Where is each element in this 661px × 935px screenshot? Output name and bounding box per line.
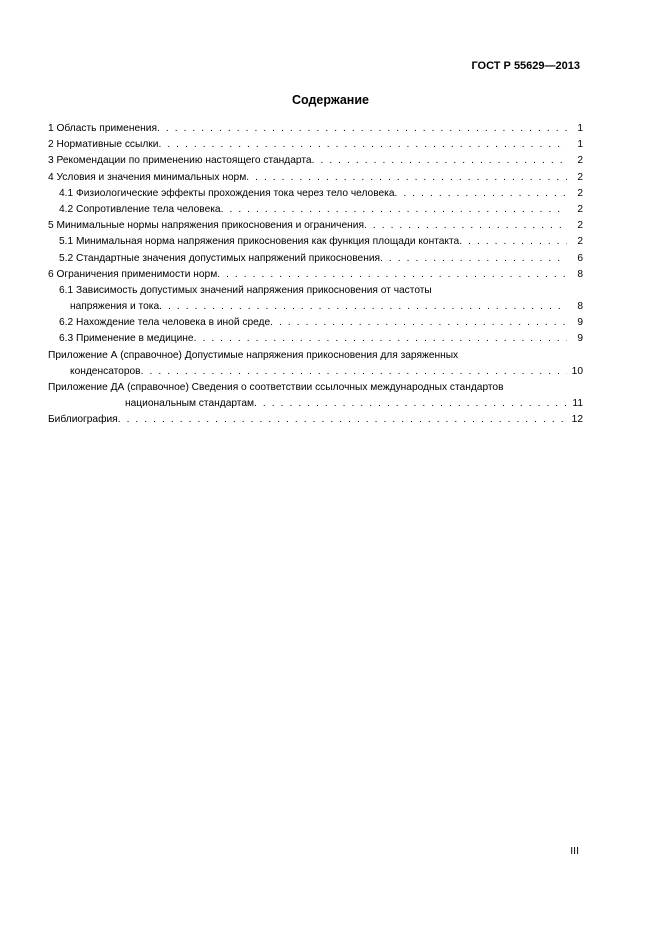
toc-entry-annex-a-cont[interactable] [48, 364, 583, 380]
toc-page: 1 [577, 139, 583, 151]
toc-page: 2 [577, 155, 583, 167]
toc-label: Приложение ДА (справочное) Сведения о соответствии ссылочных международных стандартов [48, 382, 504, 393]
leader-dots [158, 137, 567, 153]
toc-label: 6.3 Применение в медицине [59, 333, 194, 345]
toc-entry-6-2[interactable] [48, 315, 583, 331]
toc-entry-5[interactable] [48, 218, 583, 234]
toc-entry-3[interactable] [48, 153, 583, 169]
toc-entry-6[interactable] [48, 267, 583, 283]
toc-entry-4-1[interactable] [48, 186, 583, 202]
toc-label: напряжения и тока [70, 301, 160, 313]
leader-dots [312, 153, 567, 169]
toc-entry-1[interactable] [48, 121, 583, 137]
toc-label: 5.1 Минимальная норма напряжения прикосновения как функция площади контакта [59, 236, 460, 248]
toc-page: 2 [577, 203, 583, 215]
leader-dots [217, 267, 567, 283]
toc-label: 6 Ограничения применимости норм [48, 268, 218, 280]
toc-entry-bibliography[interactable] [48, 412, 583, 428]
toc-page: 9 [577, 333, 583, 345]
toc-entry-2[interactable] [48, 137, 583, 153]
toc-label: 4.1 Физиологические эффекты прохождения тока через тело человека [59, 187, 395, 199]
page-number: III [570, 845, 579, 857]
leader-dots [118, 412, 567, 428]
toc-entry-5-2[interactable] [48, 251, 583, 267]
leader-dots [459, 234, 567, 250]
toc-entry-annex-da[interactable] [48, 380, 583, 396]
toc-page: 12 [571, 414, 583, 426]
leader-dots [254, 396, 567, 412]
toc-label: Приложение А (справочное) Допустимые напряжения прикосновения для заряженных [48, 349, 459, 361]
toc-label: 1 Область применения [48, 123, 157, 134]
document-number: ГОСТ Р 55629—2013 [471, 60, 580, 72]
toc-label: 4.2 Сопротивление тела человека [59, 203, 221, 215]
toc-page: 10 [571, 365, 583, 377]
toc-label: конденсаторов [70, 365, 141, 377]
toc-page: 8 [577, 268, 583, 280]
leader-dots [246, 170, 567, 186]
leader-dots [380, 251, 567, 267]
leader-dots [221, 202, 567, 218]
leader-dots [159, 299, 567, 315]
toc-entry-annex-a[interactable] [48, 348, 583, 364]
toc-label: 4 Условия и значения минимальных норм [48, 171, 247, 183]
leader-dots [270, 315, 567, 331]
table-of-contents [48, 121, 583, 429]
toc-page: 2 [577, 171, 583, 183]
toc-page: 2 [577, 187, 583, 199]
toc-page: 6 [577, 252, 583, 264]
leader-dots [141, 364, 567, 380]
toc-label: Библиография [48, 414, 118, 426]
toc-label: 5.2 Стандартные значения допустимых напряжений прикосновения [59, 252, 381, 264]
toc-entry-6-1[interactable] [48, 283, 583, 299]
toc-label: национальным стандартам [125, 398, 255, 410]
toc-label: 3 Рекомендации по применению настоящего стандарта [48, 155, 312, 167]
toc-page: 1 [577, 123, 583, 134]
toc-label: 6.2 Нахождение тела человека в иной среде [59, 317, 271, 329]
toc-entry-4[interactable] [48, 170, 583, 186]
toc-entry-6-1-cont[interactable] [48, 299, 583, 315]
toc-page: 11 [572, 398, 583, 410]
page-title: Содержание [291, 93, 369, 107]
leader-dots [364, 218, 567, 234]
toc-page: 8 [577, 301, 583, 313]
toc-label: 5 Минимальные нормы напряжения прикосновения и ограничения [48, 220, 364, 232]
toc-page: 2 [577, 236, 583, 248]
toc-entry-4-2[interactable] [48, 202, 583, 218]
toc-page: 2 [577, 220, 583, 232]
toc-page: 9 [577, 317, 583, 329]
toc-label: 6.1 Зависимость допустимых значений напряжения прикосновения от частоты [59, 284, 432, 296]
toc-entry-6-3[interactable] [48, 331, 583, 347]
toc-entry-annex-da-cont[interactable] [48, 396, 583, 412]
leader-dots [395, 186, 567, 202]
toc-entry-5-1[interactable] [48, 234, 583, 250]
leader-dots [194, 331, 567, 347]
leader-dots [157, 121, 567, 137]
toc-label: 2 Нормативные ссылки [48, 139, 159, 151]
